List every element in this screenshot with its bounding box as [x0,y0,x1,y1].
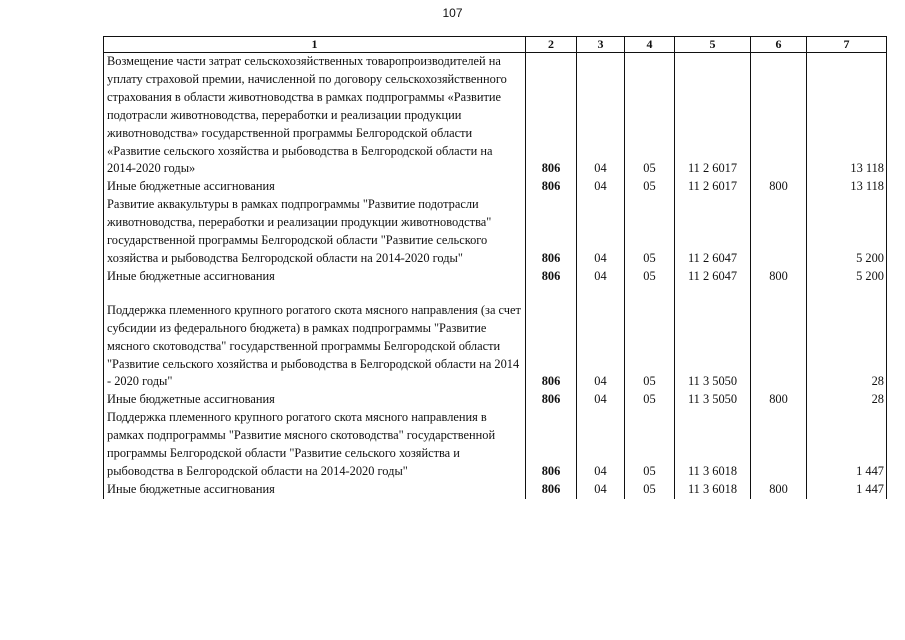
row-section: 04 [577,53,625,179]
table-row [104,391,887,409]
table-row [104,481,887,499]
row-section: 04 [577,196,625,268]
page-number: 107 [442,6,463,20]
row-target-article: 11 2 6017 [675,178,751,196]
row-admin-code: 806 [526,178,577,196]
row-expense-type: 800 [751,391,807,409]
table-row [104,409,887,481]
row-admin-code: 806 [526,391,577,409]
row-expense-type: 800 [751,178,807,196]
row-subsection: 05 [625,481,675,499]
row-amount: 1 447 [807,409,887,481]
header-col-3: 3 [577,37,625,53]
spacer-cell [526,286,577,302]
row-amount: 13 118 [807,178,887,196]
row-name: Иные бюджетные ассигнования [104,391,526,409]
row-name: Поддержка племенного крупного рогатого скота мясного направления в рамках подпрограммы "Развитие мясного скотоводства" государственной программы Белгородской области "Развитие сельского хозяйства и рыбоводства в Белгородской области на 2014-2020 годы" [104,409,526,481]
spacer-cell [625,286,675,302]
row-subsection: 05 [625,302,675,392]
header-col-5: 5 [675,37,751,53]
row-section: 04 [577,268,625,286]
spacer-cell [675,286,751,302]
row-admin-code: 806 [526,268,577,286]
row-name: Иные бюджетные ассигнования [104,481,526,499]
row-amount: 5 200 [807,196,887,268]
row-target-article: 11 3 6018 [675,409,751,481]
row-admin-code: 806 [526,196,577,268]
row-section: 04 [577,302,625,392]
row-target-article: 11 3 6018 [675,481,751,499]
row-section: 04 [577,391,625,409]
table-row [104,196,887,268]
row-expense-type [751,409,807,481]
row-subsection: 05 [625,409,675,481]
row-target-article: 11 2 6047 [675,268,751,286]
row-amount: 5 200 [807,268,887,286]
header-col-2: 2 [526,37,577,53]
row-subsection: 05 [625,53,675,179]
spacer-cell [751,286,807,302]
row-subsection: 05 [625,391,675,409]
row-amount: 28 [807,391,887,409]
table-row [104,268,887,286]
spacer-cell [104,286,526,302]
row-amount: 1 447 [807,481,887,499]
row-section: 04 [577,178,625,196]
row-target-article: 11 3 5050 [675,391,751,409]
row-admin-code: 806 [526,481,577,499]
row-target-article: 11 3 5050 [675,302,751,392]
row-subsection: 05 [625,196,675,268]
row-subsection: 05 [625,268,675,286]
table-spacer [104,286,887,302]
table-row [104,302,887,392]
row-name: Поддержка племенного крупного рогатого скота мясного направления (за счет субсидии из федерального бюджета) в рамках подпрограммы "Развитие мясного скотоводства" государственной программы Белгородской области "Развитие сельского хозяйства и рыбоводства в Белгородской области на 2014 - 2020 годы" [104,302,526,392]
header-col-4: 4 [625,37,675,53]
header-col-1: 1 [104,37,526,53]
row-expense-type [751,302,807,392]
row-expense-type: 800 [751,481,807,499]
row-section: 04 [577,409,625,481]
row-amount: 28 [807,302,887,392]
budget-table [103,36,887,499]
header-row [104,37,887,53]
row-expense-type [751,53,807,179]
header-col-6: 6 [751,37,807,53]
row-subsection: 05 [625,178,675,196]
table-row [104,178,887,196]
row-admin-code: 806 [526,53,577,179]
row-name: Возмещение части затрат сельскохозяйственных товаропроизводителей на уплату страховой премии, начисленной по договору сельскохозяйственного страхования в области животноводства в рамках подпрограммы «Развитие подотрасли животноводства, переработки и реализации продукции животноводства» государственной программы Белгородской области «Развитие сельского хозяйства и рыбоводства в Белгородской области на 2014-2020 годы» [104,53,526,179]
row-amount: 13 118 [807,53,887,179]
row-admin-code: 806 [526,302,577,392]
row-target-article: 11 2 6017 [675,53,751,179]
header-col-7: 7 [807,37,887,53]
row-name: Иные бюджетные ассигнования [104,268,526,286]
row-section: 04 [577,481,625,499]
spacer-cell [807,286,887,302]
row-name: Развитие аквакультуры в рамках подпрограммы "Развитие подотрасли животноводства, переработки и реализации продукции животноводства" государственной программы Белгородской области "Развитие сельского хозяйства и рыбоводства Белгородской области на 2014-2020 годы" [104,196,526,268]
row-name: Иные бюджетные ассигнования [104,178,526,196]
row-admin-code: 806 [526,409,577,481]
spacer-cell [577,286,625,302]
table-row [104,53,887,179]
row-target-article: 11 2 6047 [675,196,751,268]
row-expense-type [751,196,807,268]
row-expense-type: 800 [751,268,807,286]
